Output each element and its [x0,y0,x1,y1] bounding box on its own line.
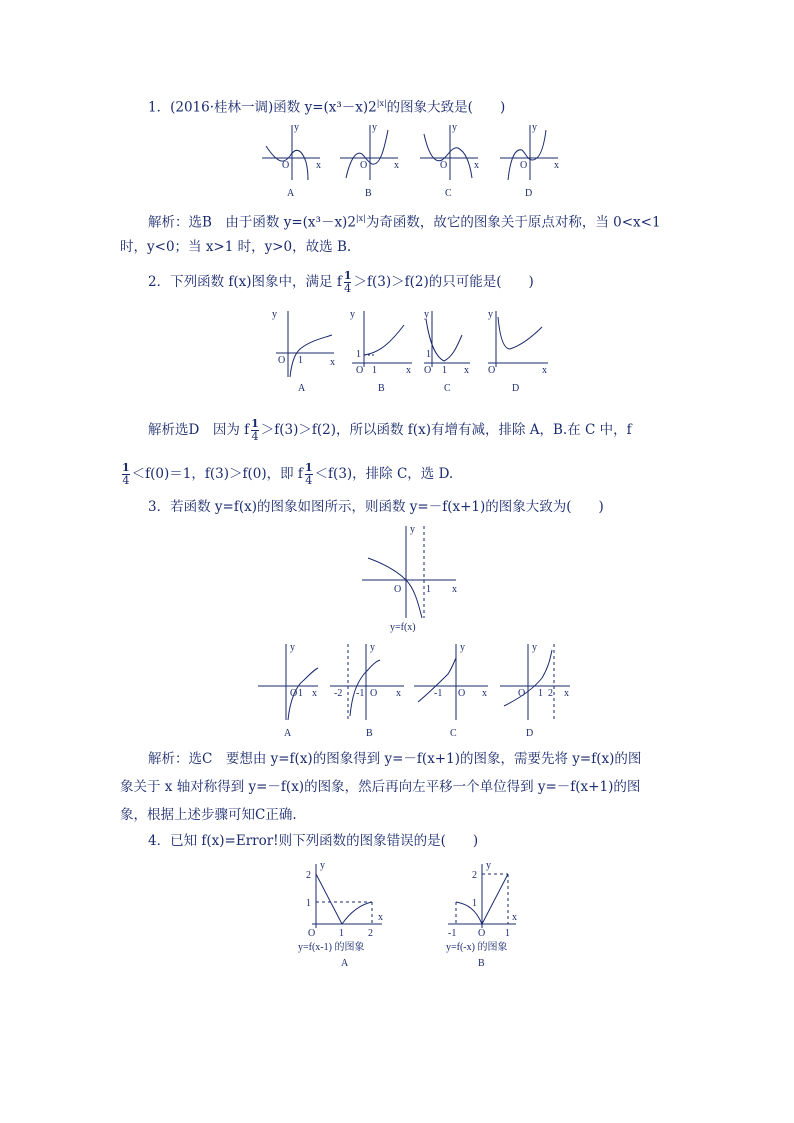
q4-stem: 4．已知 f(x)=Error!则下列函数的图象错误的是( ) [148,833,479,849]
svg-text:2: 2 [368,928,373,939]
svg-text:-1: -1 [448,928,457,939]
q1-stem: 1．(2016·桂林一调)函数 $y=(x^3-x)2^{|x|}$的图象大致是( ) [148,99,506,116]
svg-text:x: x [564,688,569,699]
svg-text:1: 1 [298,355,303,366]
svg-text:C: C [444,383,451,394]
svg-text:D: D [512,383,520,394]
svg-text:B: B [366,728,373,739]
q2-solution-line2: $\frac{1}{4}$ ＜f(0)＝1，f(3)＞f(0)，即 f $\frac{1}{4}$ ＜f(3)，排除 C，选 D. [122,461,454,487]
svg-text:1: 1 [505,928,510,939]
svg-text:y: y [532,642,537,653]
svg-text:D: D [526,728,534,739]
svg-text:O: O [360,160,368,171]
svg-text:x: x [464,365,469,376]
svg-text:y: y [350,309,355,320]
svg-text:B: B [478,958,485,969]
svg-text:O: O [370,688,378,699]
q3-solution-line3: 象，根据上述步骤可知C正确. [120,807,297,823]
svg-text:y: y [488,309,493,320]
svg-text:x: x [330,357,335,368]
q3-fig-caption: y=f(x) [390,622,416,633]
svg-text:1: 1 [372,365,377,376]
svg-text:O: O [290,688,298,699]
q1-solution-line1: 解析：选B 由于函数 $y=(x^3-x)2^{|x|}$为奇函数，故它的图象关于原点对称，当 0<x<1 [148,214,661,231]
svg-text:O: O [440,160,448,171]
q1-option-a: A [287,188,295,199]
svg-text:-1: -1 [356,688,365,699]
svg-text:y: y [452,122,457,133]
svg-text:-2: -2 [334,688,343,699]
svg-text:y: y [370,642,375,653]
svg-text:2: 2 [472,870,477,881]
svg-text:O: O [282,160,290,171]
q3-option-graphs [0,640,794,740]
svg-text:1: 1 [339,928,344,939]
q1a-y-label: y [294,122,299,133]
svg-text:x: x [512,912,517,923]
svg-text:1: 1 [472,898,477,909]
svg-text:y: y [290,642,295,653]
q4-caption-b: y=f(-x) 的图象 [446,942,508,953]
svg-text:x: x [554,160,559,171]
svg-text:1: 1 [356,349,361,360]
svg-text:y: y [410,524,415,535]
svg-text:x: x [482,688,487,699]
svg-text:1: 1 [426,349,431,360]
q3-main-graph [0,522,794,632]
svg-text:A: A [284,728,292,739]
q4-graphs [0,858,794,968]
q1-option-d: D [525,188,533,199]
svg-text:O: O [458,688,466,699]
svg-text:x: x [378,912,383,923]
svg-text:O: O [478,928,486,939]
svg-text:A: A [341,958,349,969]
svg-text:y: y [372,122,377,133]
svg-text:O: O [520,160,528,171]
svg-text:x: x [316,160,321,171]
svg-text:O: O [394,584,402,595]
svg-text:2: 2 [306,870,311,881]
svg-text:y: y [320,860,325,871]
q1-graphs [0,120,794,200]
svg-text:x: x [452,584,457,595]
svg-text:1: 1 [298,688,303,699]
q3-solution-line2: 象关于 x 轴对称得到 y=－f(x)的图象，然后再向左平移一个单位得到 y=－f(x+1)的图 [120,779,641,795]
svg-text:x: x [474,160,479,171]
svg-text:x: x [542,365,547,376]
q4-caption-a: y=f(x-1) 的图象 [298,942,365,953]
svg-text:2: 2 [548,688,553,699]
svg-text:y: y [532,122,537,133]
svg-text:O: O [518,688,526,699]
q3-stem: 3．若函数 y=f(x)的图象如图所示，则函数 y=－f(x+1)的图象大致为( ) [148,499,604,515]
svg-text:x: x [396,688,401,699]
svg-text:1: 1 [426,584,431,595]
svg-text:O: O [488,365,496,376]
svg-text:-1: -1 [434,688,443,699]
svg-text:y: y [272,309,277,320]
svg-text:B: B [378,383,385,394]
q1-solution-line2: 时，y<0；当 x>1 时，y>0，故选 B. [120,239,352,255]
q3-solution-line1: 解析：选C 要想由 y=f(x)的图象得到 y=－f(x+1)的图象，需要先将 y=f(x)的图 [148,751,642,767]
svg-text:O: O [278,355,286,366]
svg-text:x: x [406,365,411,376]
svg-text:O: O [308,928,316,939]
svg-text:O: O [356,365,364,376]
svg-text:1: 1 [306,898,311,909]
q1-option-c: C [445,188,452,199]
q2-graphs [0,305,794,395]
svg-text:A: A [298,383,306,394]
svg-text:x: x [394,160,399,171]
svg-text:y: y [486,860,491,871]
q1-option-b: B [365,188,372,199]
q2-stem: 2．下列函数 f(x)图象中，满足 f $\frac{1}{4}$ ＞f(3)＞f(2)的只可能是( ) [148,269,534,295]
svg-text:y: y [460,642,465,653]
svg-text:C: C [450,728,457,739]
svg-text:x: x [312,688,317,699]
q2-solution-line1: 解析选D 因为 f $\frac{1}{4}$ ＞f(3)＞f(2)，所以函数 f(x)有增有减，排除 A，B.在 C 中，f [148,417,632,443]
svg-text:O: O [424,365,432,376]
svg-text:1: 1 [442,365,447,376]
svg-text:y: y [424,309,429,320]
svg-text:1: 1 [538,688,543,699]
